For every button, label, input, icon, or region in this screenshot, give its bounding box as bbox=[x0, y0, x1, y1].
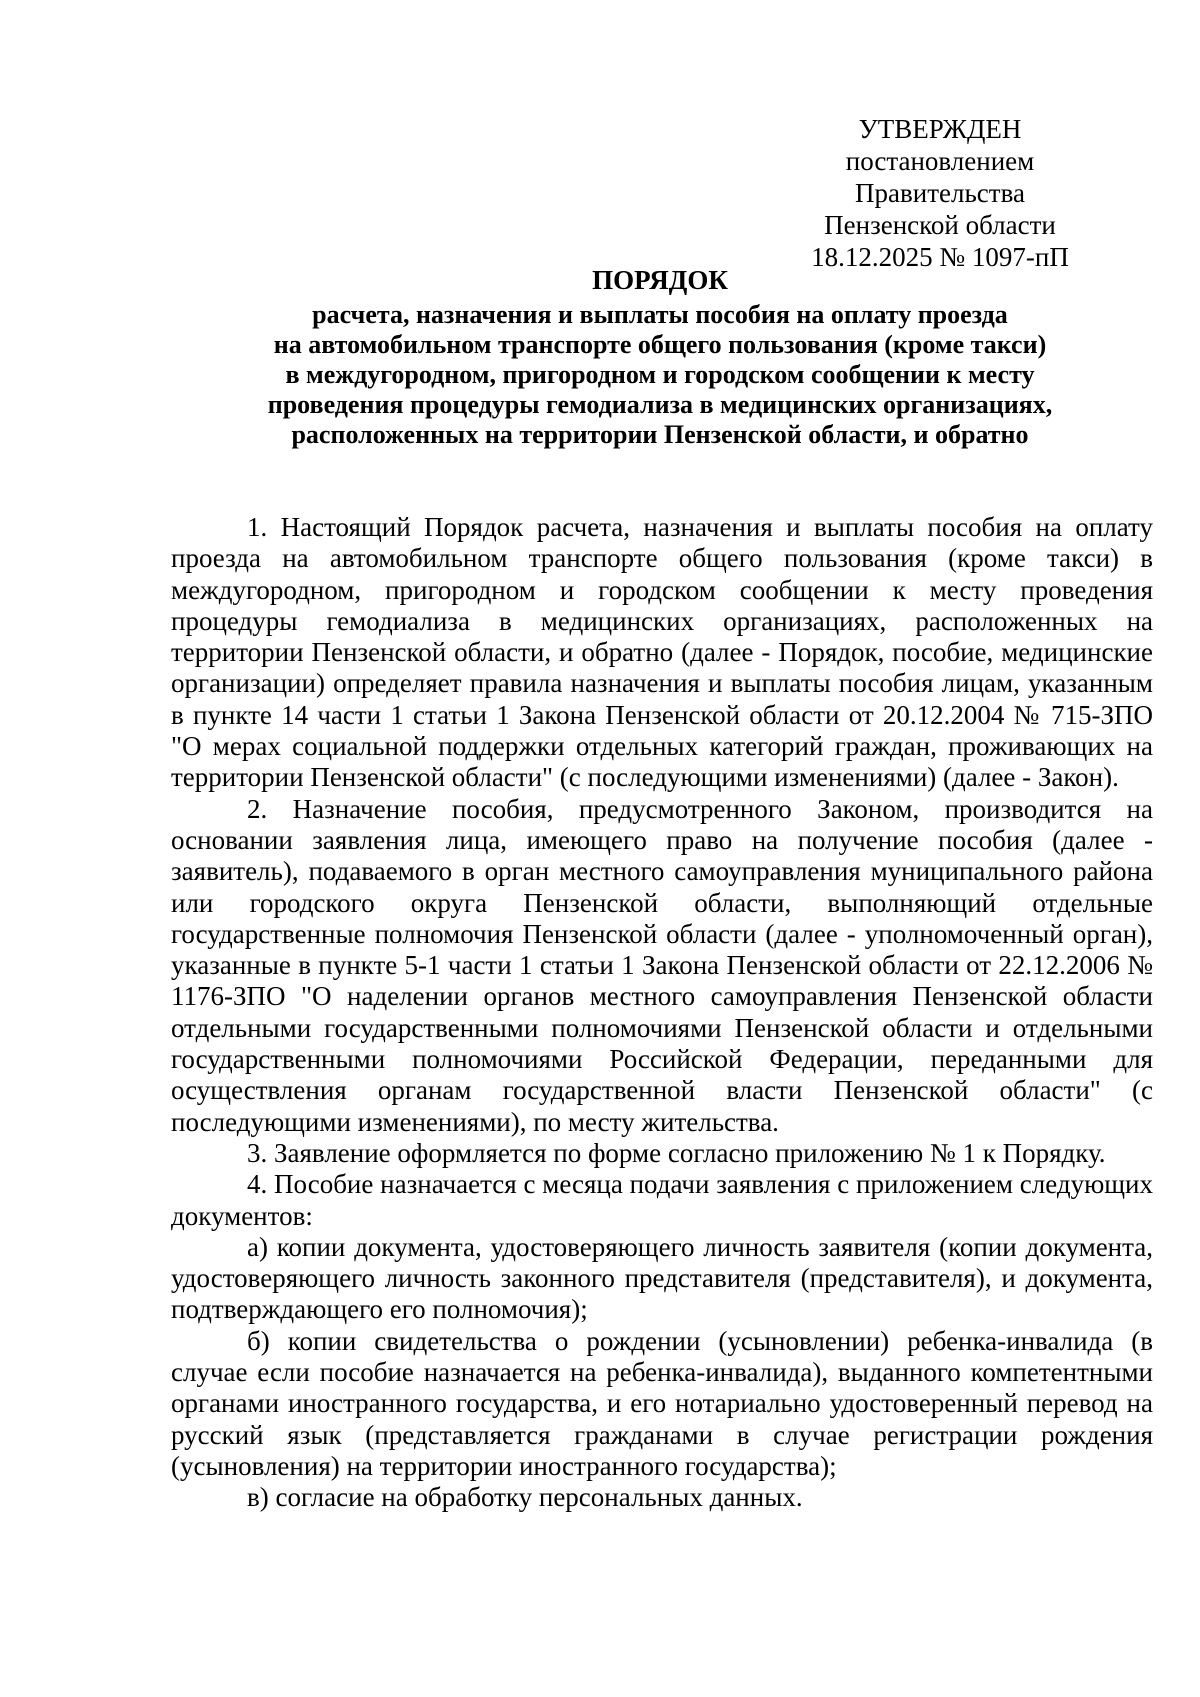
approval-heading: УТВЕРЖДЕН bbox=[858, 114, 1022, 144]
approval-date-number: 18.12.2025 № 1097-пП bbox=[811, 242, 1069, 272]
paragraph-2: 2. Назначение пособия, предусмотренного Законом, производится на основании заявления лица, имеющего право на получение пособия (далее - заявитель), подаваемого в орган местного самоуправления муниципального района или городского округа Пензенской области, выполняющий отдельные государственные полномочия Пензенской области (далее - уполномоченный орган), указанные в пункте 5-1 части 1 статьи 1 Закона Пензенской области от 22.12.2006 № 1176-ЗПО "О наделении органов местного самоуправления Пензенской области отдельными государственными полномочиями Пензенской области и отдельными государственными полномочиями Российской Федерации, переданными для осуществления органам государственной власти Пензенской области" (с последующими изменениями), по месту жительства. bbox=[171, 793, 1153, 1137]
approval-act: постановлением Правительства bbox=[845, 146, 1035, 208]
document-title: ПОРЯДОК bbox=[592, 265, 728, 295]
document-subtitle-line: на автомобильном транспорте общего пользования (кроме такси) bbox=[273, 330, 1047, 359]
document-title-block bbox=[180, 265, 1140, 450]
approval-stamp bbox=[760, 113, 1120, 273]
document-subtitle-line: проведения процедуры гемодиализа в медицинских организациях, bbox=[267, 390, 1053, 419]
paragraph-4a: а) копии документа, удостоверяющего личность заявителя (копии документа, удостоверяющего личность законного представителя (представителя), и документа, подтверждающего его полномочия); bbox=[171, 1231, 1153, 1325]
paragraph-1: 1. Настоящий Порядок расчета, назначения и выплаты пособия на оплату проезда на автомобильном транспорте общего пользования (кроме такси) в междугородном, пригородном и городском сообщении к месту проведения процедуры гемодиализа в медицинских организациях, расположенных на территории Пензенской области, и обратно (далее - Порядок, пособие, медицинские организации) определяет правила назначения и выплаты пособия лицам, указанным в пункте 14 части 1 статьи 1 Закона Пензенской области от 20.12.2004 № 715-ЗПО "О мерах социальной поддержки отдельных категорий граждан, проживающих на территории Пензенской области" (с последующими изменениями) (далее - Закон). bbox=[171, 512, 1153, 793]
approval-region: Пензенской области bbox=[824, 210, 1056, 240]
paragraph-4v: в) согласие на обработку персональных данных. bbox=[247, 1482, 803, 1513]
paragraph-4: 4. Пособие назначается с месяца подачи заявления с приложением следующих документов: bbox=[171, 1169, 1153, 1231]
paragraph-3: 3. Заявление оформляется по форме согласно приложению № 1 к Порядку. bbox=[247, 1137, 1106, 1168]
document-subtitle-line: в междугородном, пригородном и городском сообщении к месту bbox=[285, 360, 1035, 389]
document-subtitle-line: расчета, назначения и выплаты пособия на оплату проезда bbox=[312, 300, 1008, 329]
document-body bbox=[171, 512, 1153, 1514]
document-subtitle-line: расположенных на территории Пензенской области, и обратно bbox=[291, 420, 1029, 449]
paragraph-4b: б) копии свидетельства о рождении (усыновлении) ребенка-инвалида (в случае если пособие назначается на ребенка-инвалида), выданного компетентными органами иностранного государства, и его нотариально удостоверенный перевод на русский язык (представляется гражданами в случае регистрации рождения (усыновления) на территории иностранного государства); bbox=[171, 1325, 1153, 1481]
